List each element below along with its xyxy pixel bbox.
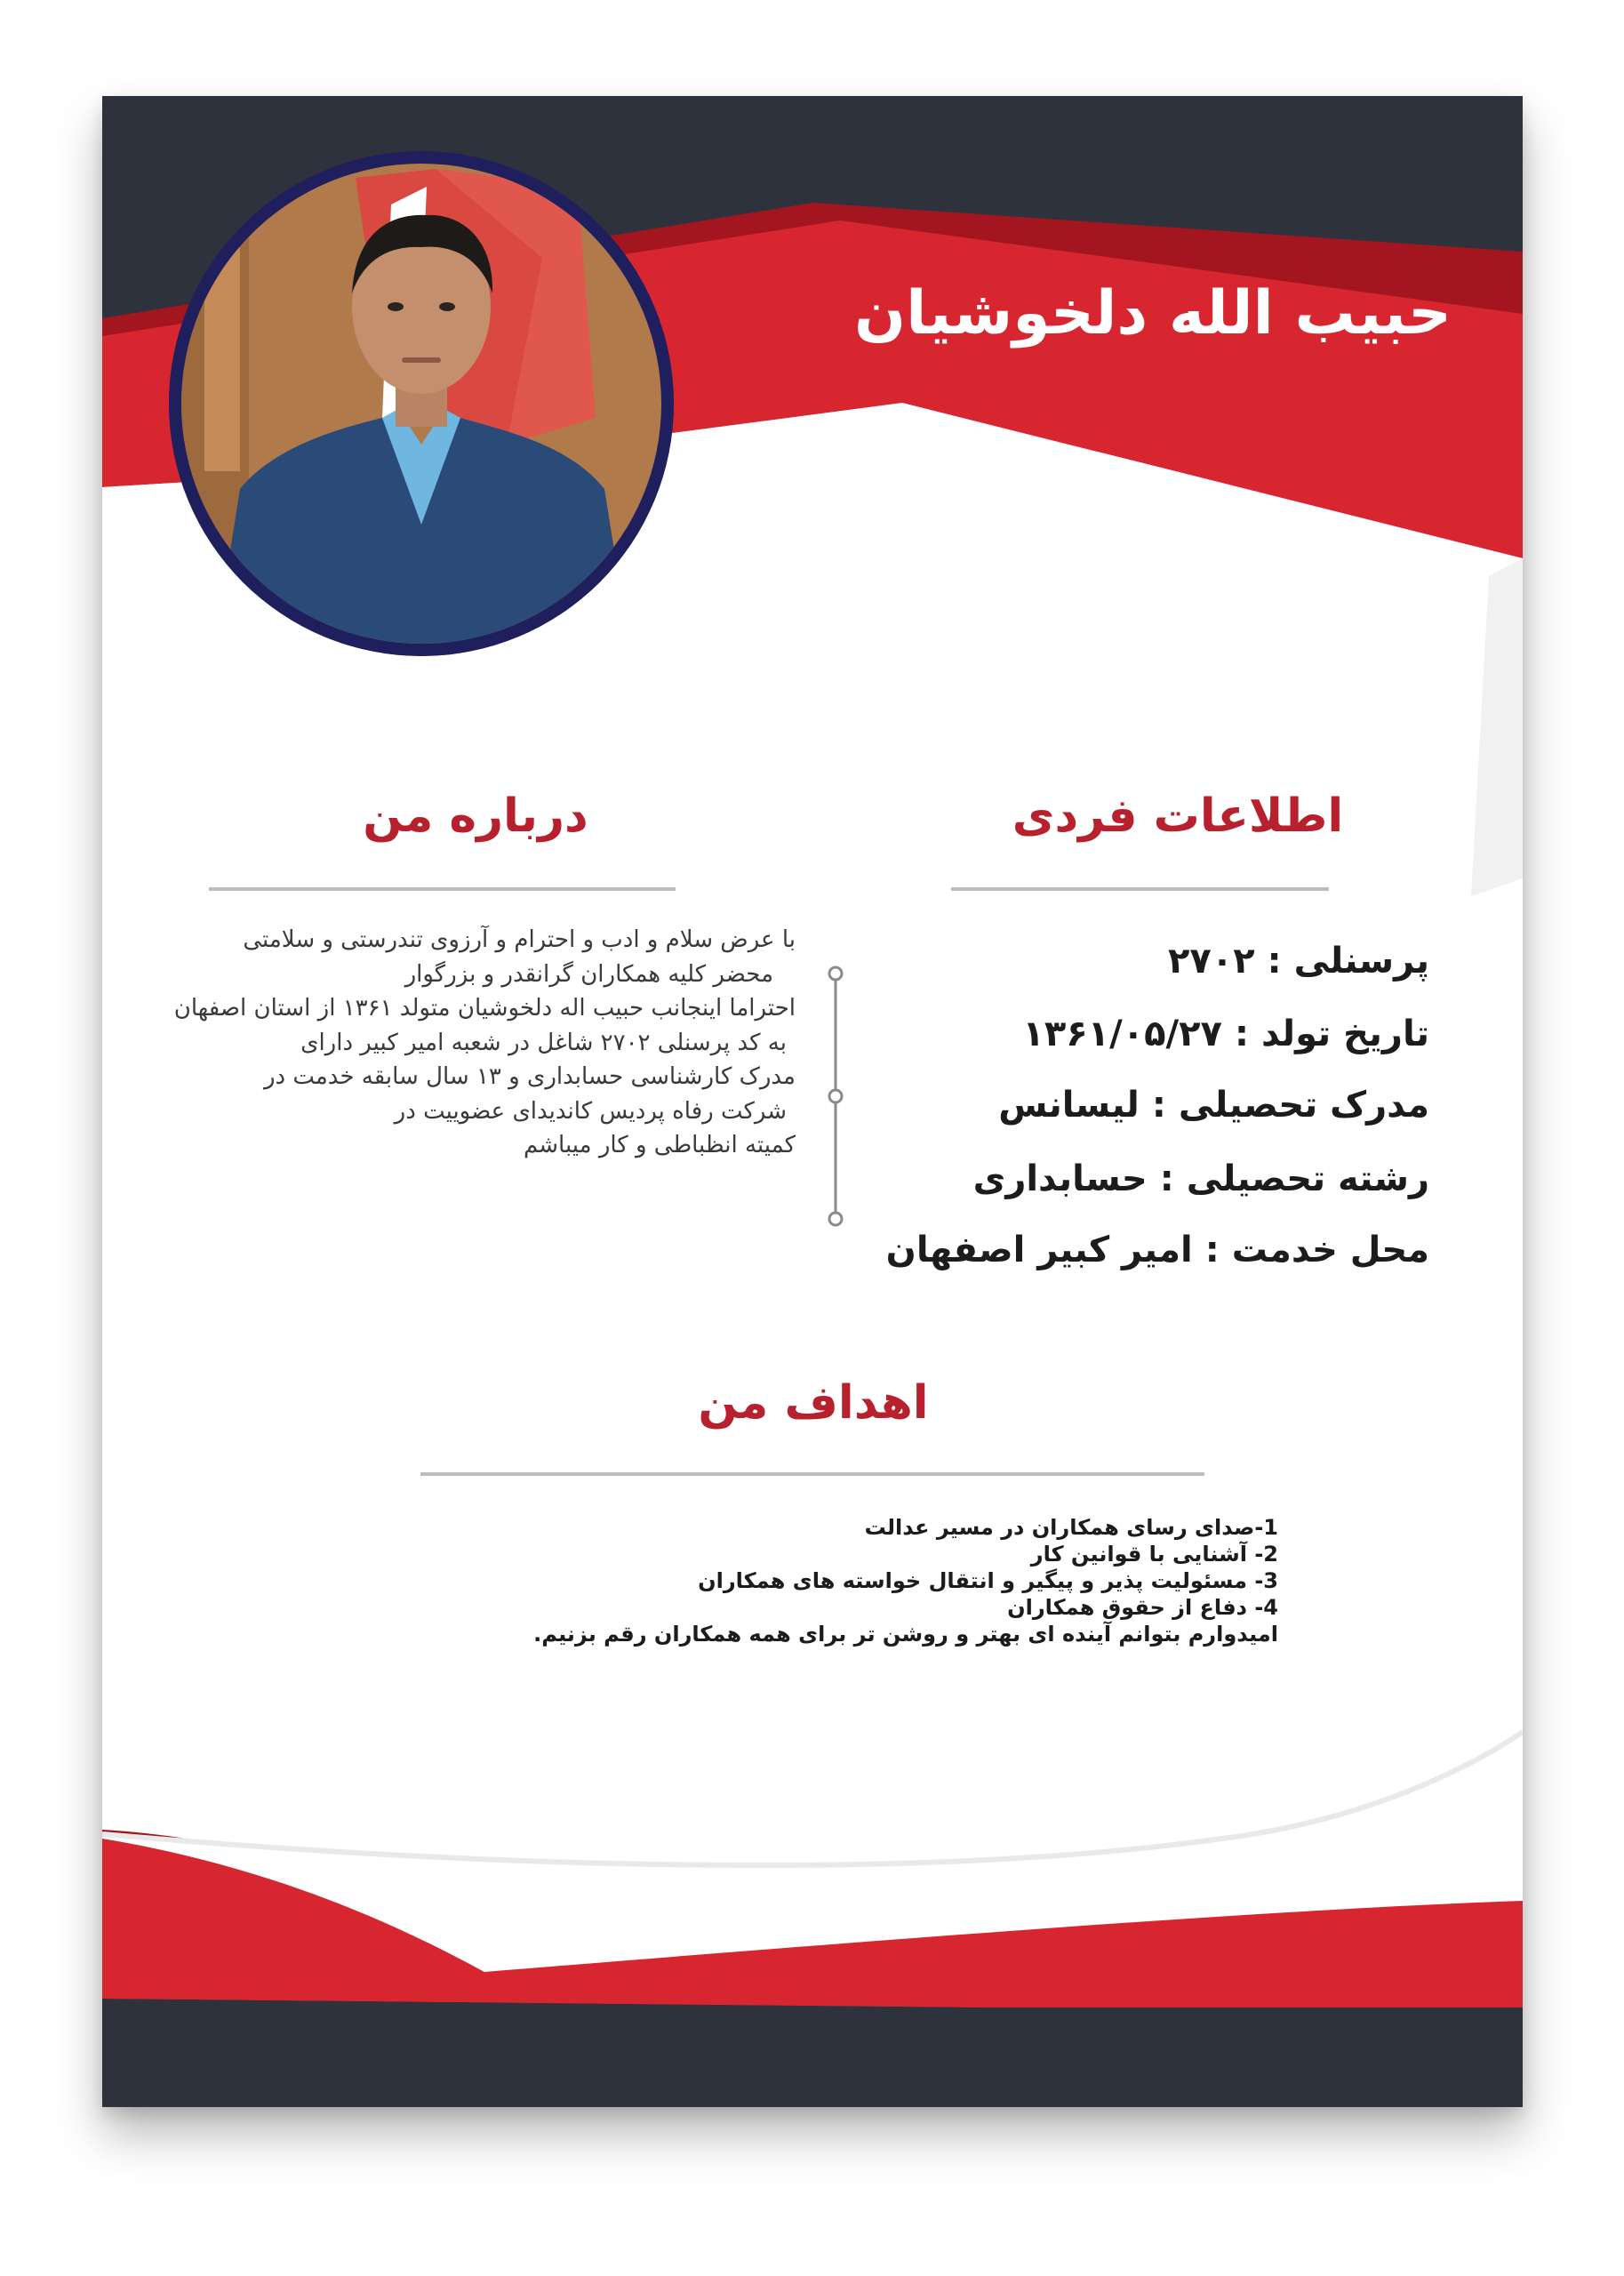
profile-photo xyxy=(169,151,674,656)
info-value: حسابداری xyxy=(972,1158,1148,1199)
goals-divider xyxy=(420,1472,1204,1476)
info-value: لیسانس xyxy=(998,1085,1140,1126)
info-label: رشته تحصیلی xyxy=(1186,1158,1429,1199)
person-portrait-icon xyxy=(169,151,674,656)
about-line: محضر کلیه همکاران گرانقدر و بزرگوار xyxy=(404,960,773,988)
resume-page xyxy=(102,96,1523,2107)
info-row-field: رشته تحصیلی:حسابداری xyxy=(972,1158,1429,1199)
about-title: درباره من xyxy=(363,789,588,843)
info-row-personnel: پرسنلی:۲۷۰۲ xyxy=(1167,941,1429,982)
goal-item: 2- آشنایی با قوانین کار xyxy=(1030,1542,1278,1567)
info-row-degree: مدرک تحصیلی:لیسانس xyxy=(998,1085,1429,1126)
goal-item: امیدوارم بتوانم آینده ای بهتر و روشن تر برای همه همکاران رقم بزنیم. xyxy=(533,1622,1278,1647)
info-label: پرسنلی xyxy=(1293,941,1429,982)
info-row-birthdate: تاریخ تولد:۱۳۶۱/۰۵/۲۷ xyxy=(1022,1014,1429,1054)
info-row-workplace: محل خدمت:امیر کبیر اصفهان xyxy=(885,1230,1429,1270)
about-text xyxy=(102,923,796,1163)
candidate-name: حبیب الله دلخوشیان xyxy=(854,278,1452,349)
about-line: با عرض سلام و ادب و احترام و آرزوی تندرستی و سلامتی xyxy=(243,926,796,953)
about-line: شرکت رفاه پردیس کاندیدای عضوییت در xyxy=(394,1097,787,1125)
about-timeline xyxy=(825,963,846,1230)
goals-list xyxy=(102,1514,1278,1647)
about-line: احتراما اینجانب حبیب اله دلخوشیان متولد ۱۳۶۱ از استان اصفهان xyxy=(173,995,796,1022)
about-divider xyxy=(209,887,676,891)
info-label: تاریخ تولد xyxy=(1260,1014,1429,1054)
personal-info-divider xyxy=(951,887,1329,891)
info-value: ۲۷۰۲ xyxy=(1167,941,1255,982)
about-line: مدرک کارشناسی حسابداری و ۱۳ سال سابقه خدمت در xyxy=(263,1063,796,1090)
info-value: امیر کبیر اصفهان xyxy=(885,1230,1193,1270)
about-line: به کد پرسنلی ۲۷۰۲ شاغل در شعبه امیر کبیر دارای xyxy=(300,1029,787,1056)
goal-item: 4- دفاع از حقوق همکاران xyxy=(1007,1595,1278,1620)
info-value: ۱۳۶۱/۰۵/۲۷ xyxy=(1022,1014,1222,1054)
footer-dark-band xyxy=(102,1999,1523,2107)
info-label: مدرک تحصیلی xyxy=(1178,1085,1429,1126)
info-label: محل خدمت xyxy=(1231,1230,1429,1270)
goal-item: 3- مسئولیت پذیر و پیگیر و انتقال خواسته های همکاران xyxy=(698,1568,1278,1593)
goal-item: 1-صدای رسای همکاران در مسیر عدالت xyxy=(864,1515,1278,1540)
goals-title: اهداف من xyxy=(698,1376,929,1430)
personal-info-title: اطلاعات فردی xyxy=(1012,789,1344,843)
about-line: کمیته انظباطی و کار میباشم xyxy=(523,1132,796,1158)
